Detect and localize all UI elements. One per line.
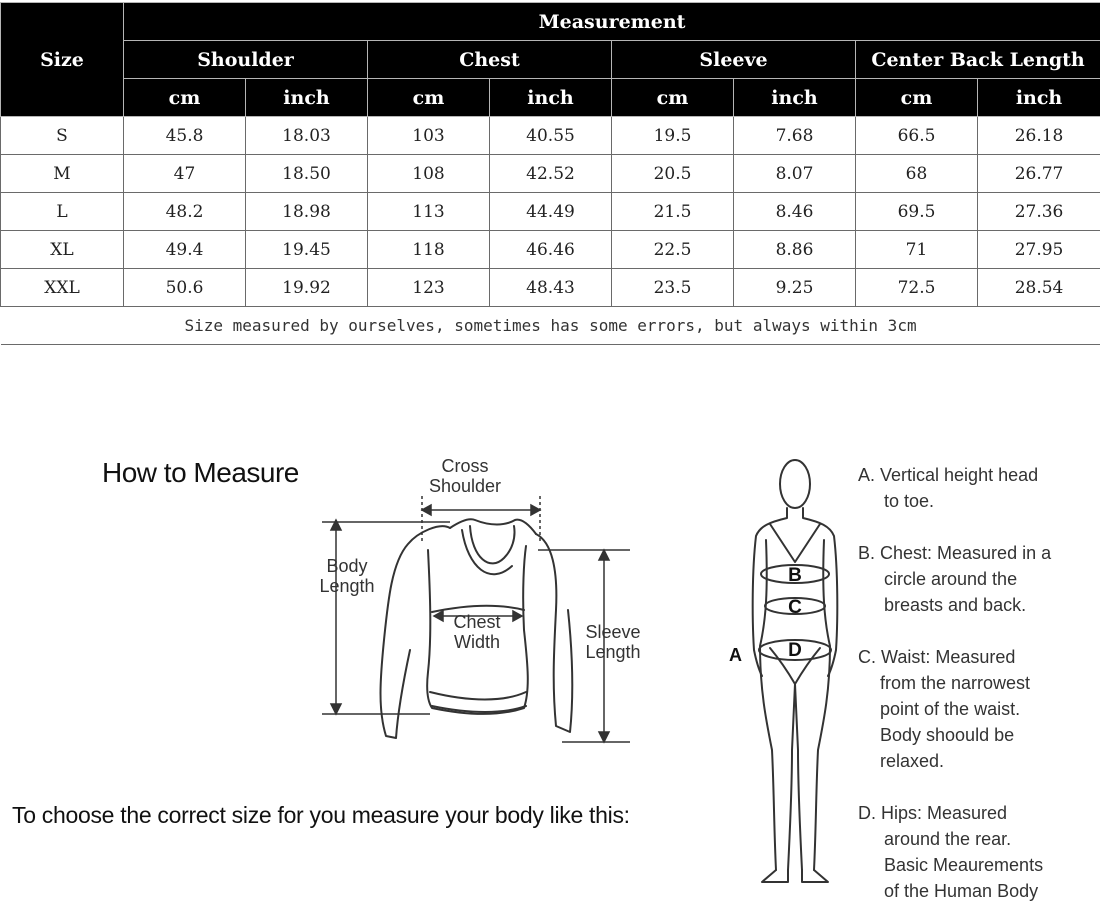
measurement-cell: 7.68 xyxy=(734,117,856,155)
figure-letter-d: D xyxy=(788,640,802,661)
unit-header: cm xyxy=(856,79,978,117)
measurement-cell: 8.46 xyxy=(734,193,856,231)
measurement-cell: 46.46 xyxy=(490,231,612,269)
measurement-cell: 118 xyxy=(368,231,490,269)
measurement-cell: 18.98 xyxy=(246,193,368,231)
table-row xyxy=(1,269,1100,307)
figure-letter-c: C xyxy=(788,597,802,618)
figure-head xyxy=(780,460,810,508)
figure-right-side xyxy=(814,540,830,870)
measurement-cell: 18.03 xyxy=(246,117,368,155)
measurement-cell: 66.5 xyxy=(856,117,978,155)
unit-header: inch xyxy=(246,79,368,117)
measurement-cell: 123 xyxy=(368,269,490,307)
table-row xyxy=(1,193,1100,231)
center-back-length-header: Center Back Length xyxy=(856,41,1100,79)
note-waist: C. Waist: Measured from the narrowest point of the waist. Body shoould be relaxed. xyxy=(858,647,1031,771)
measurement-cell: 103 xyxy=(368,117,490,155)
measurement-cell: 69.5 xyxy=(856,193,978,231)
unit-header: inch xyxy=(490,79,612,117)
measure-instruction: To choose the correct size for you measure your body like this: xyxy=(12,802,630,828)
cross-shoulder-label: Cross Shoulder xyxy=(428,456,502,496)
measurement-cell: 40.55 xyxy=(490,117,612,155)
size-column-header: Size xyxy=(1,3,124,117)
how-to-measure-title: How to Measure xyxy=(102,457,299,488)
note-hips: D. Hips: Measured around the rear. Basic Meaurements of the Human Body xyxy=(858,803,1044,901)
measurement-group-header: Measurement xyxy=(124,3,1100,41)
unit-header: inch xyxy=(978,79,1100,117)
measurement-cell: 19.45 xyxy=(246,231,368,269)
measurement-cell: 26.77 xyxy=(978,155,1100,193)
table-row xyxy=(1,117,1100,155)
size-label-cell: L xyxy=(1,193,124,231)
measurement-cell: 8.86 xyxy=(734,231,856,269)
size-label-cell: S xyxy=(1,117,124,155)
size-label-cell: M xyxy=(1,155,124,193)
measurement-cell: 72.5 xyxy=(856,269,978,307)
unit-header: cm xyxy=(612,79,734,117)
unit-header: cm xyxy=(124,79,246,117)
chest-header: Chest xyxy=(368,41,612,79)
measurement-cell: 20.5 xyxy=(612,155,734,193)
measurement-cell: 27.95 xyxy=(978,231,1100,269)
shoulder-header: Shoulder xyxy=(124,41,368,79)
figure-letter-b: B xyxy=(788,565,802,586)
measurement-cell: 68 xyxy=(856,155,978,193)
measurement-cell: 19.92 xyxy=(246,269,368,307)
note-height: A. Vertical height head to toe. xyxy=(858,465,1039,511)
measurement-cell: 19.5 xyxy=(612,117,734,155)
sleeve-length-label: Sleeve Length xyxy=(585,622,641,662)
measurement-cell: 49.4 xyxy=(124,231,246,269)
measurement-cell: 26.18 xyxy=(978,117,1100,155)
measurement-cell: 28.54 xyxy=(978,269,1100,307)
unit-header: inch xyxy=(734,79,856,117)
sweater-right-sleeve xyxy=(536,534,572,732)
measurement-cell: 9.25 xyxy=(734,269,856,307)
body-length-label: Body Length xyxy=(319,556,375,596)
figure-letter-a: A xyxy=(729,645,742,665)
measurement-cell: 50.6 xyxy=(124,269,246,307)
measurement-cell: 71 xyxy=(856,231,978,269)
table-row xyxy=(1,231,1100,269)
size-label-cell: XXL xyxy=(1,269,124,307)
sleeve-header: Sleeve xyxy=(612,41,856,79)
measurement-cell: 18.50 xyxy=(246,155,368,193)
measurement-cell: 21.5 xyxy=(612,193,734,231)
chest-width-label: Chest Width xyxy=(453,612,501,652)
measurement-cell: 42.52 xyxy=(490,155,612,193)
size-label-cell: XL xyxy=(1,231,124,269)
measurement-cell: 48.2 xyxy=(124,193,246,231)
measurement-cell: 108 xyxy=(368,155,490,193)
human-body-figure xyxy=(740,450,850,890)
note-chest: B. Chest: Measured in a circle around the breasts and back. xyxy=(858,543,1052,615)
figure-left-side xyxy=(760,540,776,870)
measurement-cell: 47 xyxy=(124,155,246,193)
measurement-cell: 27.36 xyxy=(978,193,1100,231)
measurement-cell: 8.07 xyxy=(734,155,856,193)
table-row xyxy=(1,155,1100,193)
unit-header: cm xyxy=(368,79,490,117)
size-chart-table xyxy=(0,2,1100,345)
measurement-cell: 113 xyxy=(368,193,490,231)
measurement-cell: 22.5 xyxy=(612,231,734,269)
measurement-cell: 48.43 xyxy=(490,269,612,307)
measurement-cell: 23.5 xyxy=(612,269,734,307)
measurement-cell: 45.8 xyxy=(124,117,246,155)
table-footnote: Size measured by ourselves, sometimes has some errors, but always within 3cm xyxy=(1,307,1100,345)
measurement-cell: 44.49 xyxy=(490,193,612,231)
